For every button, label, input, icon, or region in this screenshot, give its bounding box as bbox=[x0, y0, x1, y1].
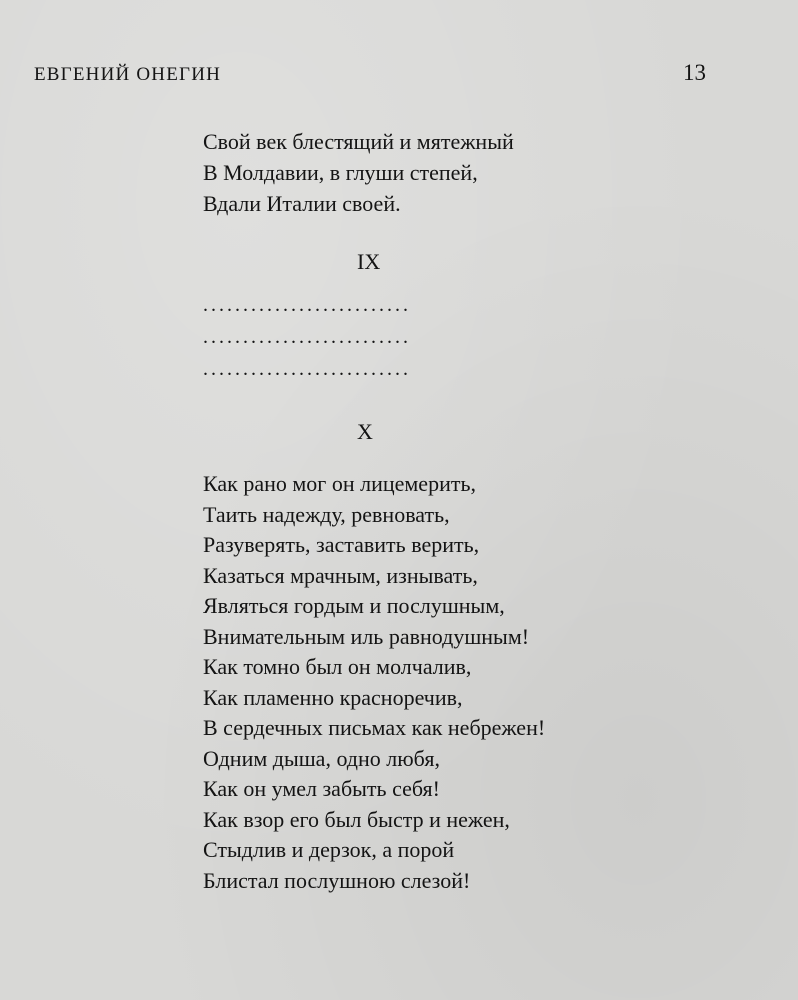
verse-line: В сердечных письмах как небрежен! bbox=[203, 715, 546, 740]
running-title: ЕВГЕНИЙ ОНЕГИН bbox=[34, 64, 222, 85]
verse-line: Как он умел забыть себя! bbox=[203, 776, 440, 801]
verse-line: Как взор его был быстр и нежен, bbox=[203, 806, 510, 832]
poem-body bbox=[203, 126, 683, 896]
verse-line: Стыдлив и дерзок, а порой bbox=[203, 837, 455, 862]
verse-line: Внимательным иль равнодушным! bbox=[203, 623, 530, 649]
page-number: 13 bbox=[683, 60, 706, 85]
stanza-number-x: X bbox=[357, 419, 373, 444]
omission-line: .......................... bbox=[203, 358, 411, 380]
verse-line: Как пламенно красноречив, bbox=[203, 684, 463, 710]
verse-line: В Молдавии, в глуши степей, bbox=[203, 160, 478, 185]
intro-stanza-end bbox=[203, 126, 683, 219]
verse-line: Как рано мог он лицемерить, bbox=[203, 471, 476, 496]
stanza-number-ix: IX bbox=[357, 249, 381, 274]
verse-line: Вдали Италии своей. bbox=[203, 191, 401, 216]
verse-line: Одним дыша, одно любя, bbox=[203, 745, 440, 771]
verse-line: Таить надежду, ревновать, bbox=[203, 501, 450, 527]
verse-line: Являться гордым и послушным, bbox=[203, 593, 505, 618]
omitted-stanza-dots bbox=[203, 289, 683, 385]
verse-line: Казаться мрачным, изнывать, bbox=[203, 562, 478, 588]
verse-line: Свой век блестящий и мятежный bbox=[203, 129, 514, 154]
verse-line: Блистал послушною слезой! bbox=[203, 867, 471, 893]
verse-line: Разуверять, заставить верить, bbox=[203, 532, 480, 557]
omission-line: .......................... bbox=[203, 294, 411, 316]
stanza-x bbox=[203, 469, 683, 896]
omission-line: .......................... bbox=[203, 326, 411, 348]
verse-line: Как томно был он молчалив, bbox=[203, 654, 472, 679]
